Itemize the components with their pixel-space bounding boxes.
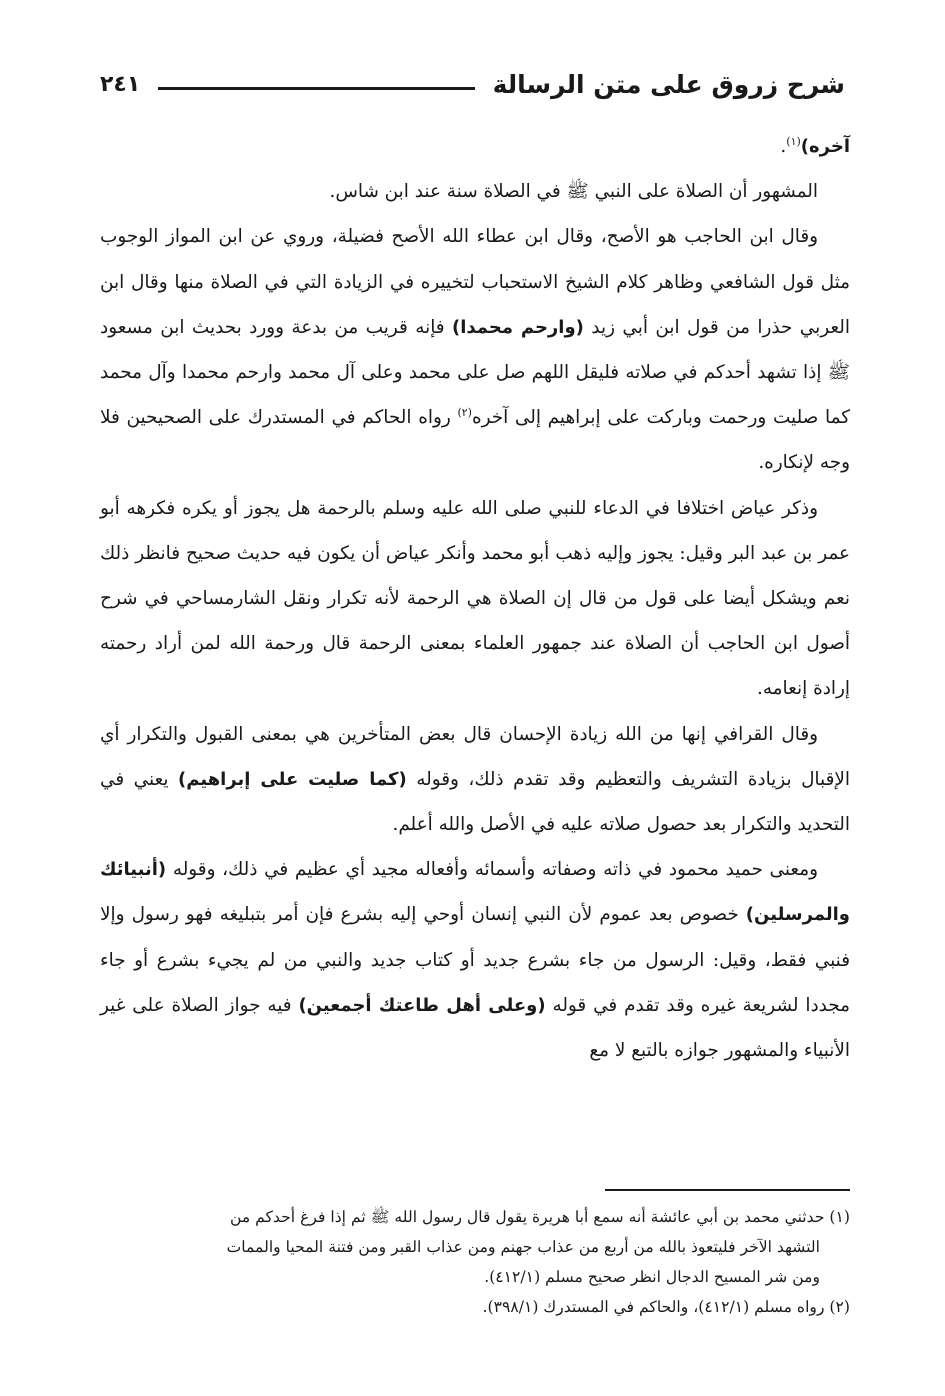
header-rule: [158, 87, 474, 90]
footnote-separator: [605, 1189, 850, 1191]
paragraph-4: [100, 712, 850, 848]
paragraph-4-text-1: وقال القرافي إنها من الله زيادة الإحسان قال بعض المتأخرين هي بمعنى القبول والتكرار أي الإقبال بزيادة التشريف والتعظيم وقد تقدم ذلك، وقوله: [100, 723, 850, 790]
footnote-ref-2: (٢): [457, 406, 472, 420]
page-number: ٢٤١: [100, 71, 141, 97]
paragraph-1: المشهور أن الصلاة على النبي ﷺ في الصلاة سنة عند ابن شاس.: [329, 181, 818, 203]
footnote-2: (٢) رواه مسلم (٤١٢/١)، والحاكم في المستدرك (٣٩٨/١).: [482, 1298, 850, 1316]
footnotes: [100, 1202, 850, 1322]
footnote-1-line-2: التشهد الآخر فليتعوذ بالله من أربع من عذاب جهنم ومن عذاب القبر ومن فتنة المحيا والممات: [226, 1238, 820, 1256]
quoted-phrase-4: (وعلى أهل طاعتك أجمعين): [298, 994, 546, 1016]
continuation-end: .: [780, 136, 787, 157]
footnote-1-line-3: ومن شر المسيح الدجال انظر صحيح مسلم (٤١٢/١).: [484, 1268, 820, 1286]
quoted-phrase-1: (وارحم محمدا): [452, 316, 584, 338]
paragraph-2: [100, 214, 850, 485]
continuation-text: آخره): [800, 136, 850, 157]
paragraph-5-text-2: خصوص بعد عموم لأن النبي إنسان أوحي إليه بشرع فإن أمر بتبليغه فهو رسول وإلا فنبي فقط، وقيل: الرسول من جاء بشرع جديد أو كتاب جديد والنبي من لم يجيء بشرع أو جاء مجددا لشريعة غيره وقد تقدم في قوله: [100, 904, 851, 1016]
paragraph-continuation: [100, 124, 850, 169]
quoted-phrase-3: (أنبيائك والمرسلين): [100, 859, 850, 926]
quoted-phrase-2: (كما صليت على إبراهيم): [178, 768, 407, 790]
paragraph-5: [100, 847, 850, 1073]
paragraph-2-text-1: وقال ابن الحاجب هو الأصح، وقال ابن عطاء الله الأصح فضيلة، وروي عن ابن المواز الوجوب مثل قول الشافعي وظاهر كلام الشيخ الاستحباب لتخييره في الزيادة التي في الصلاة منها وقال ابن العربي حذرا من قول ابن أبي زيد: [100, 226, 850, 338]
paragraph-2-text-3: رواه الحاكم في المستدرك على الصحيحين فلا وجه لإنكاره.: [100, 407, 850, 474]
paragraph-5-text-1: ومعنى حميد محمود في ذاته وصفاته وأسمائه وأفعاله مجيد أي عظيم في ذلك، وقوله: [172, 859, 818, 881]
paragraph-2-text-2: فإنه قريب من بدعة وورد بحديث ابن مسعود ﷺ إذا تشهد أحدكم في صلاته فليقل اللهم صل على محمد وعلى آل محمد وارحم محمدا وآل محمد كما صليت ورحمت وباركت على إبراهيم إلى آخره: [100, 316, 850, 429]
paragraph-4-text-2: يعني في التحديد والتكرار بعد حصول صلاته عليه في الأصل والله أعلم.: [100, 768, 850, 836]
footnote-1-line-1: (١) حدثني محمد بن أبي عائشة أنه سمع أبا هريرة يقول قال رسول الله ﷺ ثم إذا فرغ أحدكم من: [229, 1208, 850, 1226]
paragraph-5-text-3: فيه جواز الصلاة على غير الأنبياء والمشهور جوازه بالتبع لا مع: [100, 994, 850, 1062]
running-header: [100, 60, 845, 108]
footnote-ref-1: (١): [786, 134, 801, 148]
running-title: شرح زروق على متن الرسالة: [492, 69, 845, 99]
main-text: [100, 124, 850, 1073]
paragraph-3: وذكر عياض اختلافا في الدعاء للنبي صلى الله عليه وسلم بالرحمة هل يجوز أو يكره فكرهه أبو عمر بن عبد البر وقيل: يجوز وإليه ذهب أبو محمد وأنكر عياض أن يكون فيه حديث صحيح فانظر ذلك نعم ويشكل أيضا على قول من قال إن الصلاة هي الرحمة لأنه تكرار ونقل الشارمساحي في شرح أصول ابن الحاجب أن الصلاة عند جمهور العلماء بمعنى الرحمة قال ورحمة الله لمن أراد رحمته إرادة إنعامه.: [100, 497, 850, 700]
